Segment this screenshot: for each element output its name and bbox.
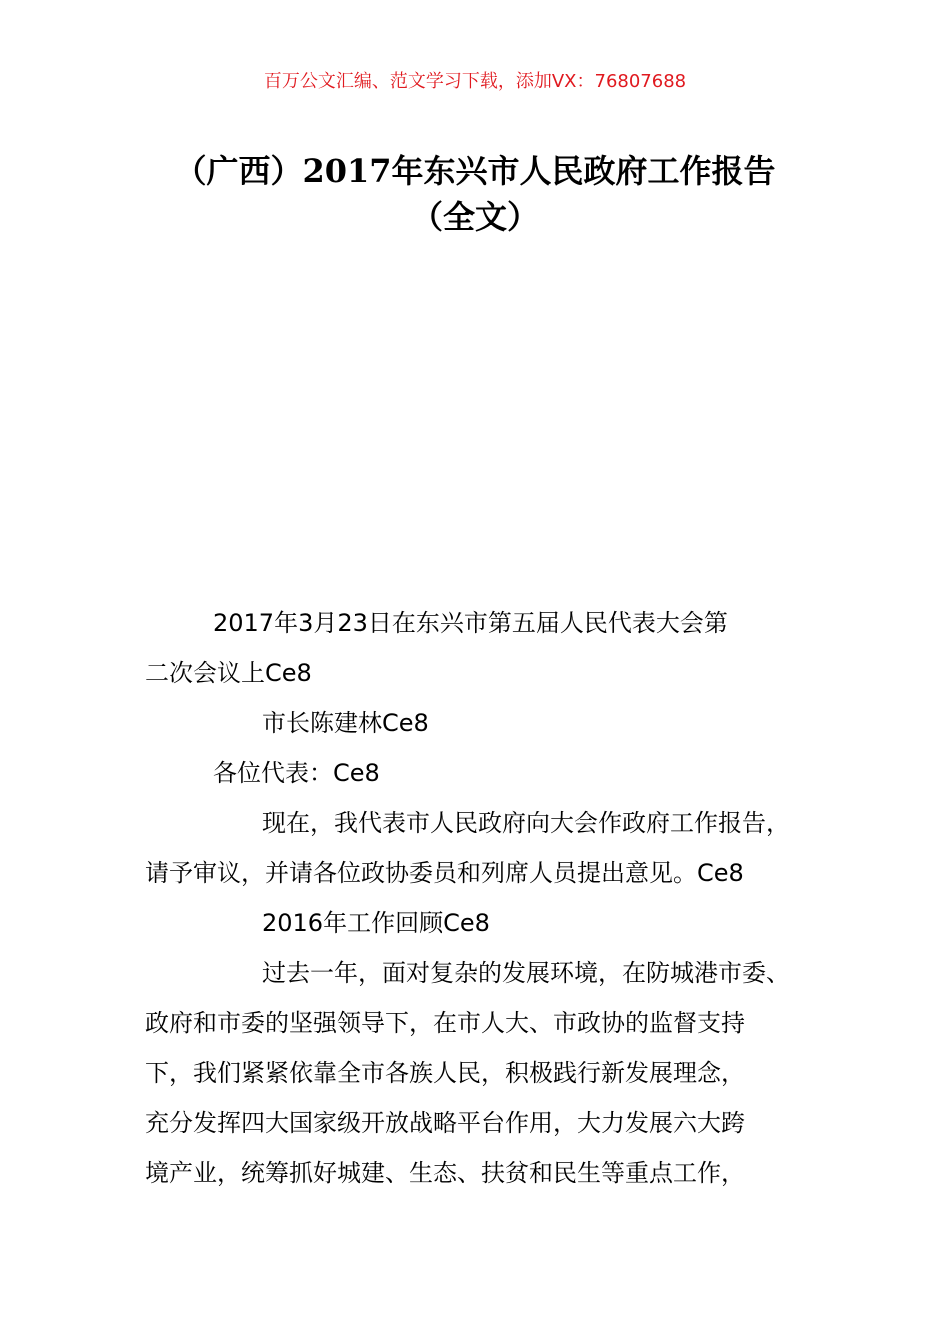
body-line: 请予审议，并请各位政协委员和列席人员提出意见。Ce8: [145, 859, 744, 887]
body-line: 2017年3月23日在东兴市第五届人民代表大会第: [213, 609, 728, 637]
body-line: 现在，我代表市人民政府向大会作政府工作报告，: [262, 809, 790, 837]
body-line: 充分发挥四大国家级开放战略平台作用，大力发展六大跨: [145, 1109, 745, 1137]
title-line-1: （广西）2017年东兴市人民政府工作报告: [174, 152, 776, 190]
header-watermark-note: 百万公文汇编、范文学习下载，添加VX：76807688: [263, 71, 687, 92]
body-line: 过去一年，面对复杂的发展环境，在防城港市委、: [262, 959, 790, 987]
body-line: 境产业，统筹抓好城建、生态、扶贫和民生等重点工作，: [145, 1159, 745, 1187]
body-line: 二次会议上Ce8: [145, 659, 312, 687]
document-title: [120, 148, 830, 240]
body-line: 2016年工作回顾Ce8: [262, 909, 490, 937]
document-body: [145, 598, 835, 1198]
body-line: 政府和市委的坚强领导下，在市人大、市政协的监督支持: [145, 1009, 745, 1037]
title-line-2: （全文）: [410, 198, 539, 236]
body-line: 下，我们紧紧依靠全市各族人民，积极践行新发展理念，: [145, 1059, 745, 1087]
body-line: 市长陈建林Ce8: [262, 709, 429, 737]
body-line: 各位代表：Ce8: [213, 759, 380, 787]
